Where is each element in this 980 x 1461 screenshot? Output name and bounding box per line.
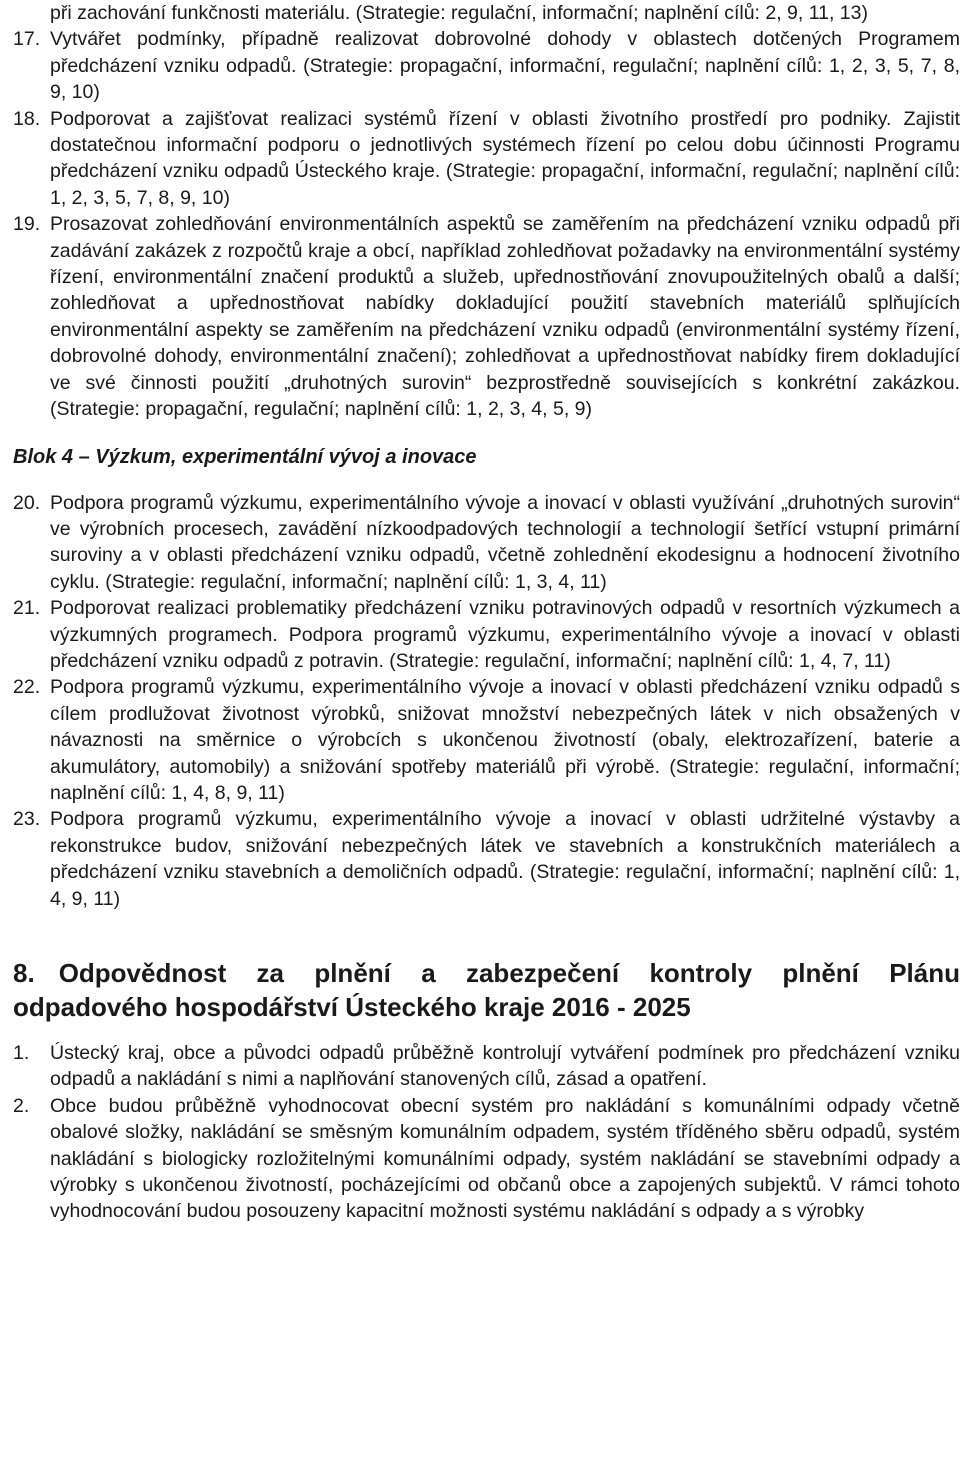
list-item-17 bbox=[13, 26, 960, 105]
item-text: Prosazovat zohledňování environmentálních aspektů se zaměřením na předcházení vzniku odpadů při zadávání zakázek z rozpočtů kraje a obcí, například zohledňovat požadavky na environmentální systémy řízení, environmentální značení produktů a služeb, upřednostňování znovupoužitelných obalů a další; zohledňovat a upřednostňovat nabídky dokladující použití stavebních materiálů splňujících environmentální aspekty se zaměřením na předcházení vzniku odpadů (environmentální systémy řízení, dobrovolné dohody, environmentální značení); zohledňovat a upřednostňovat nabídky firem dokladující ve své činnosti použití „druhotných surovin“ bezprostředně souvisejících s konkrétní zakázkou. (Strategie: propagační, regulační; naplnění cílů: 1, 2, 3, 4, 5, 9) bbox=[50, 213, 960, 421]
section-heading bbox=[13, 956, 960, 1024]
item-number: 2. bbox=[13, 1094, 30, 1117]
list-item-21 bbox=[13, 595, 960, 674]
item-text: Vytvářet podmínky, případně realizovat dobrovolné dohody v oblastech dotčených Programem předcházení vzniku odpadů. (Strategie: propagační, informační, regulační; naplnění cílů: 1, 2, 3, 5, 7, 8, 9, 10) bbox=[50, 28, 960, 104]
item-text: Podpora programů výzkumu, experimentálního vývoje a inovací v oblasti udržitelné výstavby a rekonstrukce budov, snižování nebezpečných látek ve stavebních a konstrukčních materiálech a předcházení vzniku stavebních a demoličních odpadů. (Strategie: regulační, informační; naplnění cílů: 1, 4, 9, 11) bbox=[50, 808, 960, 910]
block-heading: Blok 4 – Výzkum, experimentální vývoj a inovace bbox=[13, 445, 477, 468]
item-number: 19. bbox=[13, 213, 41, 236]
list-item-20 bbox=[13, 490, 960, 596]
section-number: 8. bbox=[13, 958, 35, 988]
measures-list-a bbox=[13, 26, 960, 422]
item-text: Obce budou průběžně vyhodnocovat obecní systém pro nakládání s komunálními odpady včetně obalové složky, nakládání se směsným komunálním odpadem, systém tříděného sběru odpadů, systém nakládání s biologicky rozložitelnými komunálními odpady, systém nakládání se stavebními odpady a výrobky s ukončenou životností, pocházejícími od občanů obce a zapojených subjektů. V rámci tohoto vyhodnocování budou posouzeny kapacitní možnosti systému nakládání s odpady a s výrobky bbox=[50, 1094, 960, 1223]
item-text: Podpora programů výzkumu, experimentálního vývoje a inovací v oblasti předcházení vzniku odpadů s cílem prodlužovat životnost výrobků, snižovat množství nebezpečných látek v nich obsažených v návaznosti na směrnice o výrobcích s ukončenou životností (obaly, elektrozařízení, baterie a akumulátory, automobily) a snižování spotřeby materiálů při výrobě. (Strategie: regulační, informační; naplnění cílů: 1, 4, 8, 9, 11) bbox=[50, 676, 960, 804]
list-item-22 bbox=[13, 674, 960, 806]
item-text: Podporovat a zajišťovat realizaci systémů řízení v oblasti životního prostředí pro podniky. Zajistit dostatečnou informační podporu o jednotlivých systémech řízení po celou dobu účinnosti Programu předcházení vzniku odpadů Ústeckého kraje. (Strategie: propagační, informační, regulační; naplnění cílů: 1, 2, 3, 5, 7, 8, 9, 10) bbox=[50, 107, 960, 209]
continued-paragraph: při zachování funkčnosti materiálu. (Strategie: regulační, informační; naplnění cílů: 2, 9, 11, 13) bbox=[50, 2, 868, 24]
item-number: 18. bbox=[13, 107, 41, 130]
list-item-2 bbox=[13, 1093, 960, 1225]
item-text: Podpora programů výzkumu, experimentálního vývoje a inovací v oblasti využívání „druhotných surovin“ ve výrobních procesech, zavádění nízkoodpadových technologií a technologií šetřící vstupní primární suroviny a v oblasti předcházení vzniku odpadů, včetně zohlednění ekodesignu a hodnocení životního cyklu. (Strategie: regulační, informační; naplnění cílů: 1, 3, 4, 11) bbox=[50, 491, 960, 593]
list-item-19 bbox=[13, 211, 960, 422]
item-number: 20. bbox=[13, 491, 41, 514]
list-item-23 bbox=[13, 806, 960, 912]
measures-list-b bbox=[13, 490, 960, 913]
list-item-18 bbox=[13, 106, 960, 212]
responsibility-list bbox=[13, 1040, 960, 1225]
item-text: Podporovat realizaci problematiky předcházení vzniku potravinových odpadů v resortních výzkumech a výzkumných programech. Podpora programů výzkumu, experimentálního vývoje a inovací v oblasti předcházení vzniku odpadů z potravin. (Strategie: regulační, informační; naplnění cílů: 1, 4, 7, 11) bbox=[50, 597, 960, 672]
section-title: Odpovědnost za plnění a zabezpečení kontroly plnění Plánu odpadového hospodářství Ústeckého kraje 2016 - 2025 bbox=[13, 958, 960, 1022]
item-number: 23. bbox=[13, 808, 41, 831]
item-text: Ústecký kraj, obce a původci odpadů průběžně kontrolují vytváření podmínek pro předcházení vzniku odpadů a nakládání s nimi a naplňování stanovených cílů, zásad a opatření. bbox=[50, 1042, 960, 1091]
item-number: 17. bbox=[13, 28, 41, 51]
item-number: 22. bbox=[13, 676, 41, 699]
item-number: 21. bbox=[13, 597, 41, 620]
list-item-1 bbox=[13, 1040, 960, 1093]
item-number: 1. bbox=[13, 1042, 30, 1064]
